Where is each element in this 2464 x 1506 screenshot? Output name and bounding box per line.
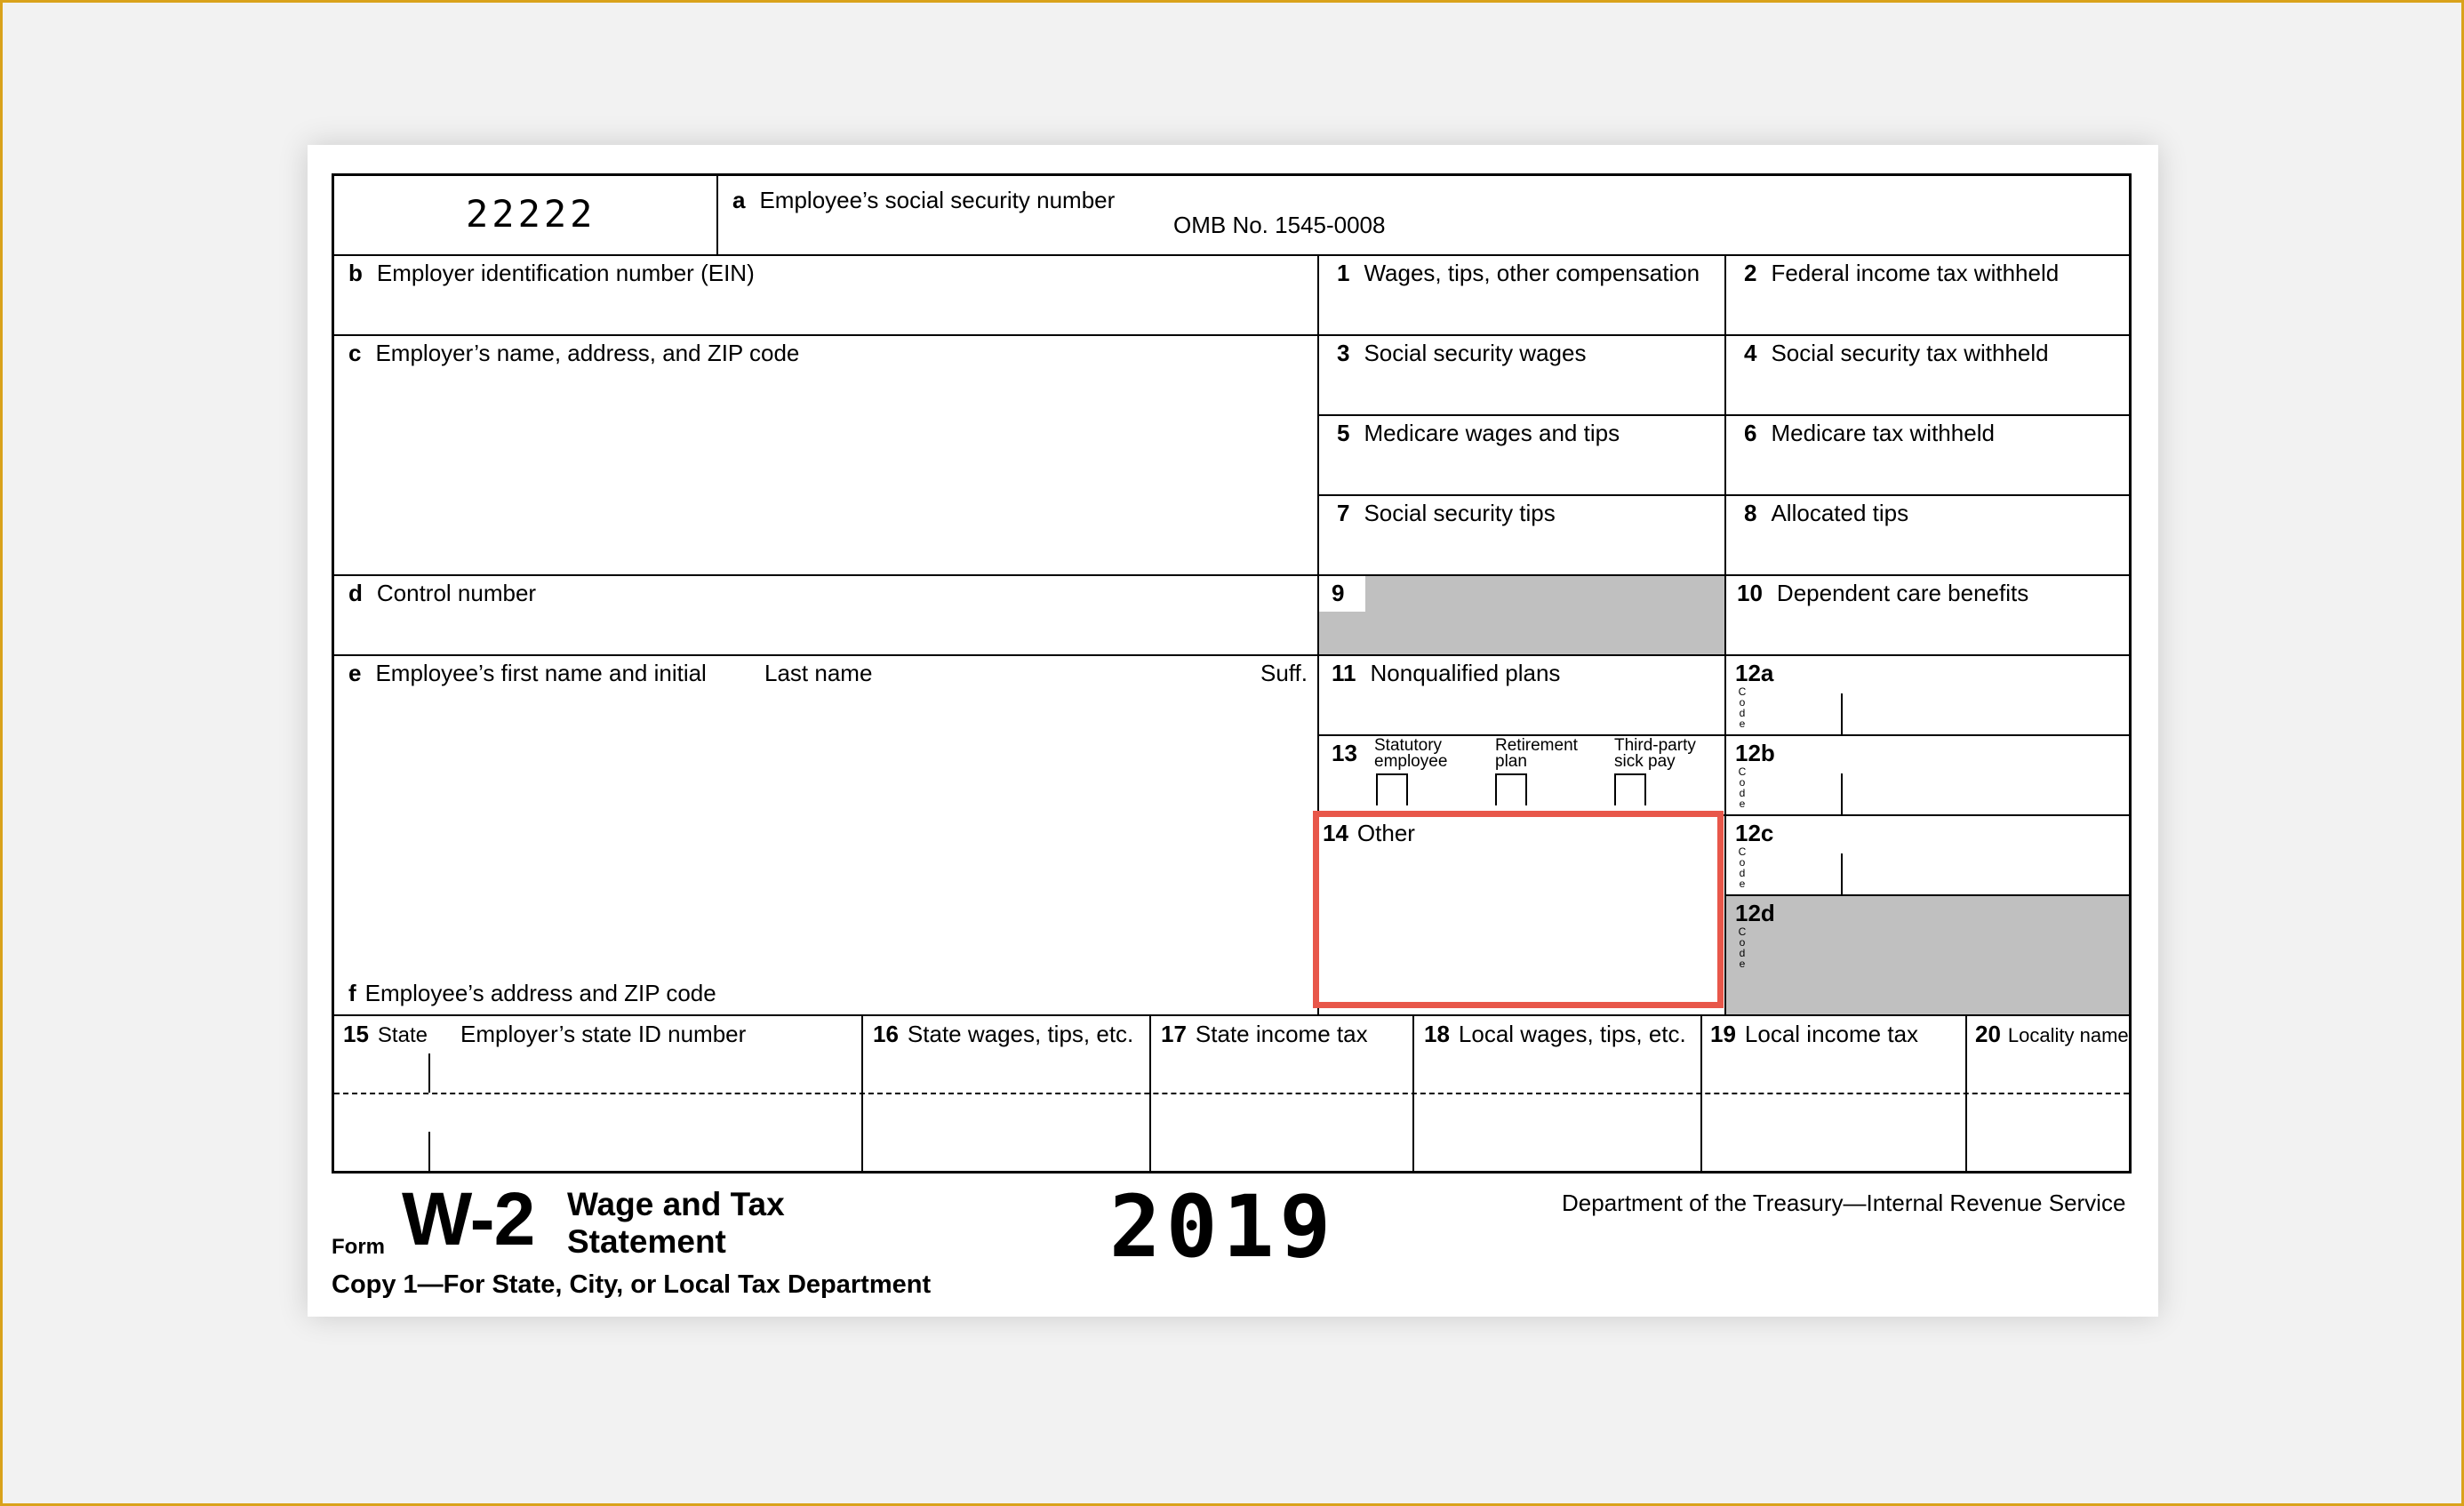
field-f-label: f Employee’s address and ZIP code	[348, 980, 716, 1006]
box-12a-code: C o d e	[1738, 685, 1747, 730]
box-17-label: 17 State income tax	[1161, 1021, 1368, 1047]
field-d-label: d Control number	[348, 580, 537, 606]
agency-name: Department of the Treasury—Internal Revenue Service	[1562, 1190, 2126, 1216]
box-13-thirdparty-label: Third-party sick pay	[1614, 736, 1696, 771]
field-a-label: a Employee’s social security number	[732, 187, 1116, 213]
box-5-label: 5 Medicare wages and tips	[1337, 420, 1620, 446]
box-12b-label: 12b	[1735, 740, 1775, 766]
box-13-retirement-label: Retirement plan	[1495, 736, 1578, 771]
box-12a-label: 12a	[1735, 660, 1774, 686]
box-1-label: 1 Wages, tips, other compensation	[1337, 260, 1700, 286]
box-12d-code: C o d e	[1738, 925, 1747, 970]
box-12c-code: C o d e	[1738, 845, 1747, 890]
box-13-statutory-label: Statutory employee	[1374, 736, 1448, 771]
form-id: W-2	[402, 1177, 535, 1261]
box-11-label: 11 Nonqualified plans	[1332, 660, 1561, 686]
box-12c-label: 12c	[1735, 820, 1774, 846]
field-e-label: e Employee’s first name and initial	[348, 660, 707, 686]
field-b-label: b Employer identification number (EIN)	[348, 260, 755, 286]
w2-form	[332, 173, 2132, 1174]
box-6-label: 6 Medicare tax withheld	[1744, 420, 1995, 446]
box-7-label: 7 Social security tips	[1337, 500, 1556, 526]
statutory-employee-checkbox[interactable]	[1376, 773, 1408, 805]
field-e-last-name: Last name	[764, 660, 873, 686]
box-3-label: 3 Social security wages	[1337, 340, 1587, 366]
copy-label: Copy 1—For State, City, or Local Tax Department	[332, 1270, 932, 1299]
box-13-label: 13	[1332, 740, 1357, 766]
form-word: Form	[332, 1235, 385, 1259]
void-code: 22222	[466, 192, 596, 236]
box-4-label: 4 Social security tax withheld	[1744, 340, 2049, 366]
box-10-label: 10 Dependent care benefits	[1737, 580, 2029, 606]
tax-year: 2019	[1109, 1177, 1337, 1277]
box-12d-label: 12d	[1735, 900, 1775, 926]
box-16-label: 16 State wages, tips, etc.	[873, 1021, 1134, 1047]
box-9-label: 9	[1332, 580, 1345, 606]
box-15-id-label: Employer’s state ID number	[460, 1021, 747, 1047]
box-14-highlight	[1313, 811, 1724, 1008]
box-2-label: 2 Federal income tax withheld	[1744, 260, 2060, 286]
box-9-shade	[1319, 576, 1724, 654]
form-title: Wage and Tax Statement	[567, 1186, 785, 1260]
box-15-label: 15 State	[343, 1021, 428, 1047]
box-18-label: 18 Local wages, tips, etc.	[1424, 1021, 1686, 1047]
box-14-label: 14 Other	[1323, 820, 1415, 846]
field-c-label: c Employer’s name, address, and ZIP code	[348, 340, 800, 366]
box-8-label: 8 Allocated tips	[1744, 500, 1909, 526]
third-party-sick-pay-checkbox[interactable]	[1614, 773, 1646, 805]
retirement-plan-checkbox[interactable]	[1495, 773, 1527, 805]
field-e-suffix: Suff.	[1260, 660, 1308, 686]
box-20-label: 20 Locality name	[1975, 1021, 2129, 1047]
box-12b-code: C o d e	[1738, 765, 1747, 810]
omb-number: OMB No. 1545-0008	[1173, 212, 1386, 238]
box-19-label: 19 Local income tax	[1710, 1021, 1919, 1047]
box-12-bottom-shade	[1726, 896, 2129, 1014]
